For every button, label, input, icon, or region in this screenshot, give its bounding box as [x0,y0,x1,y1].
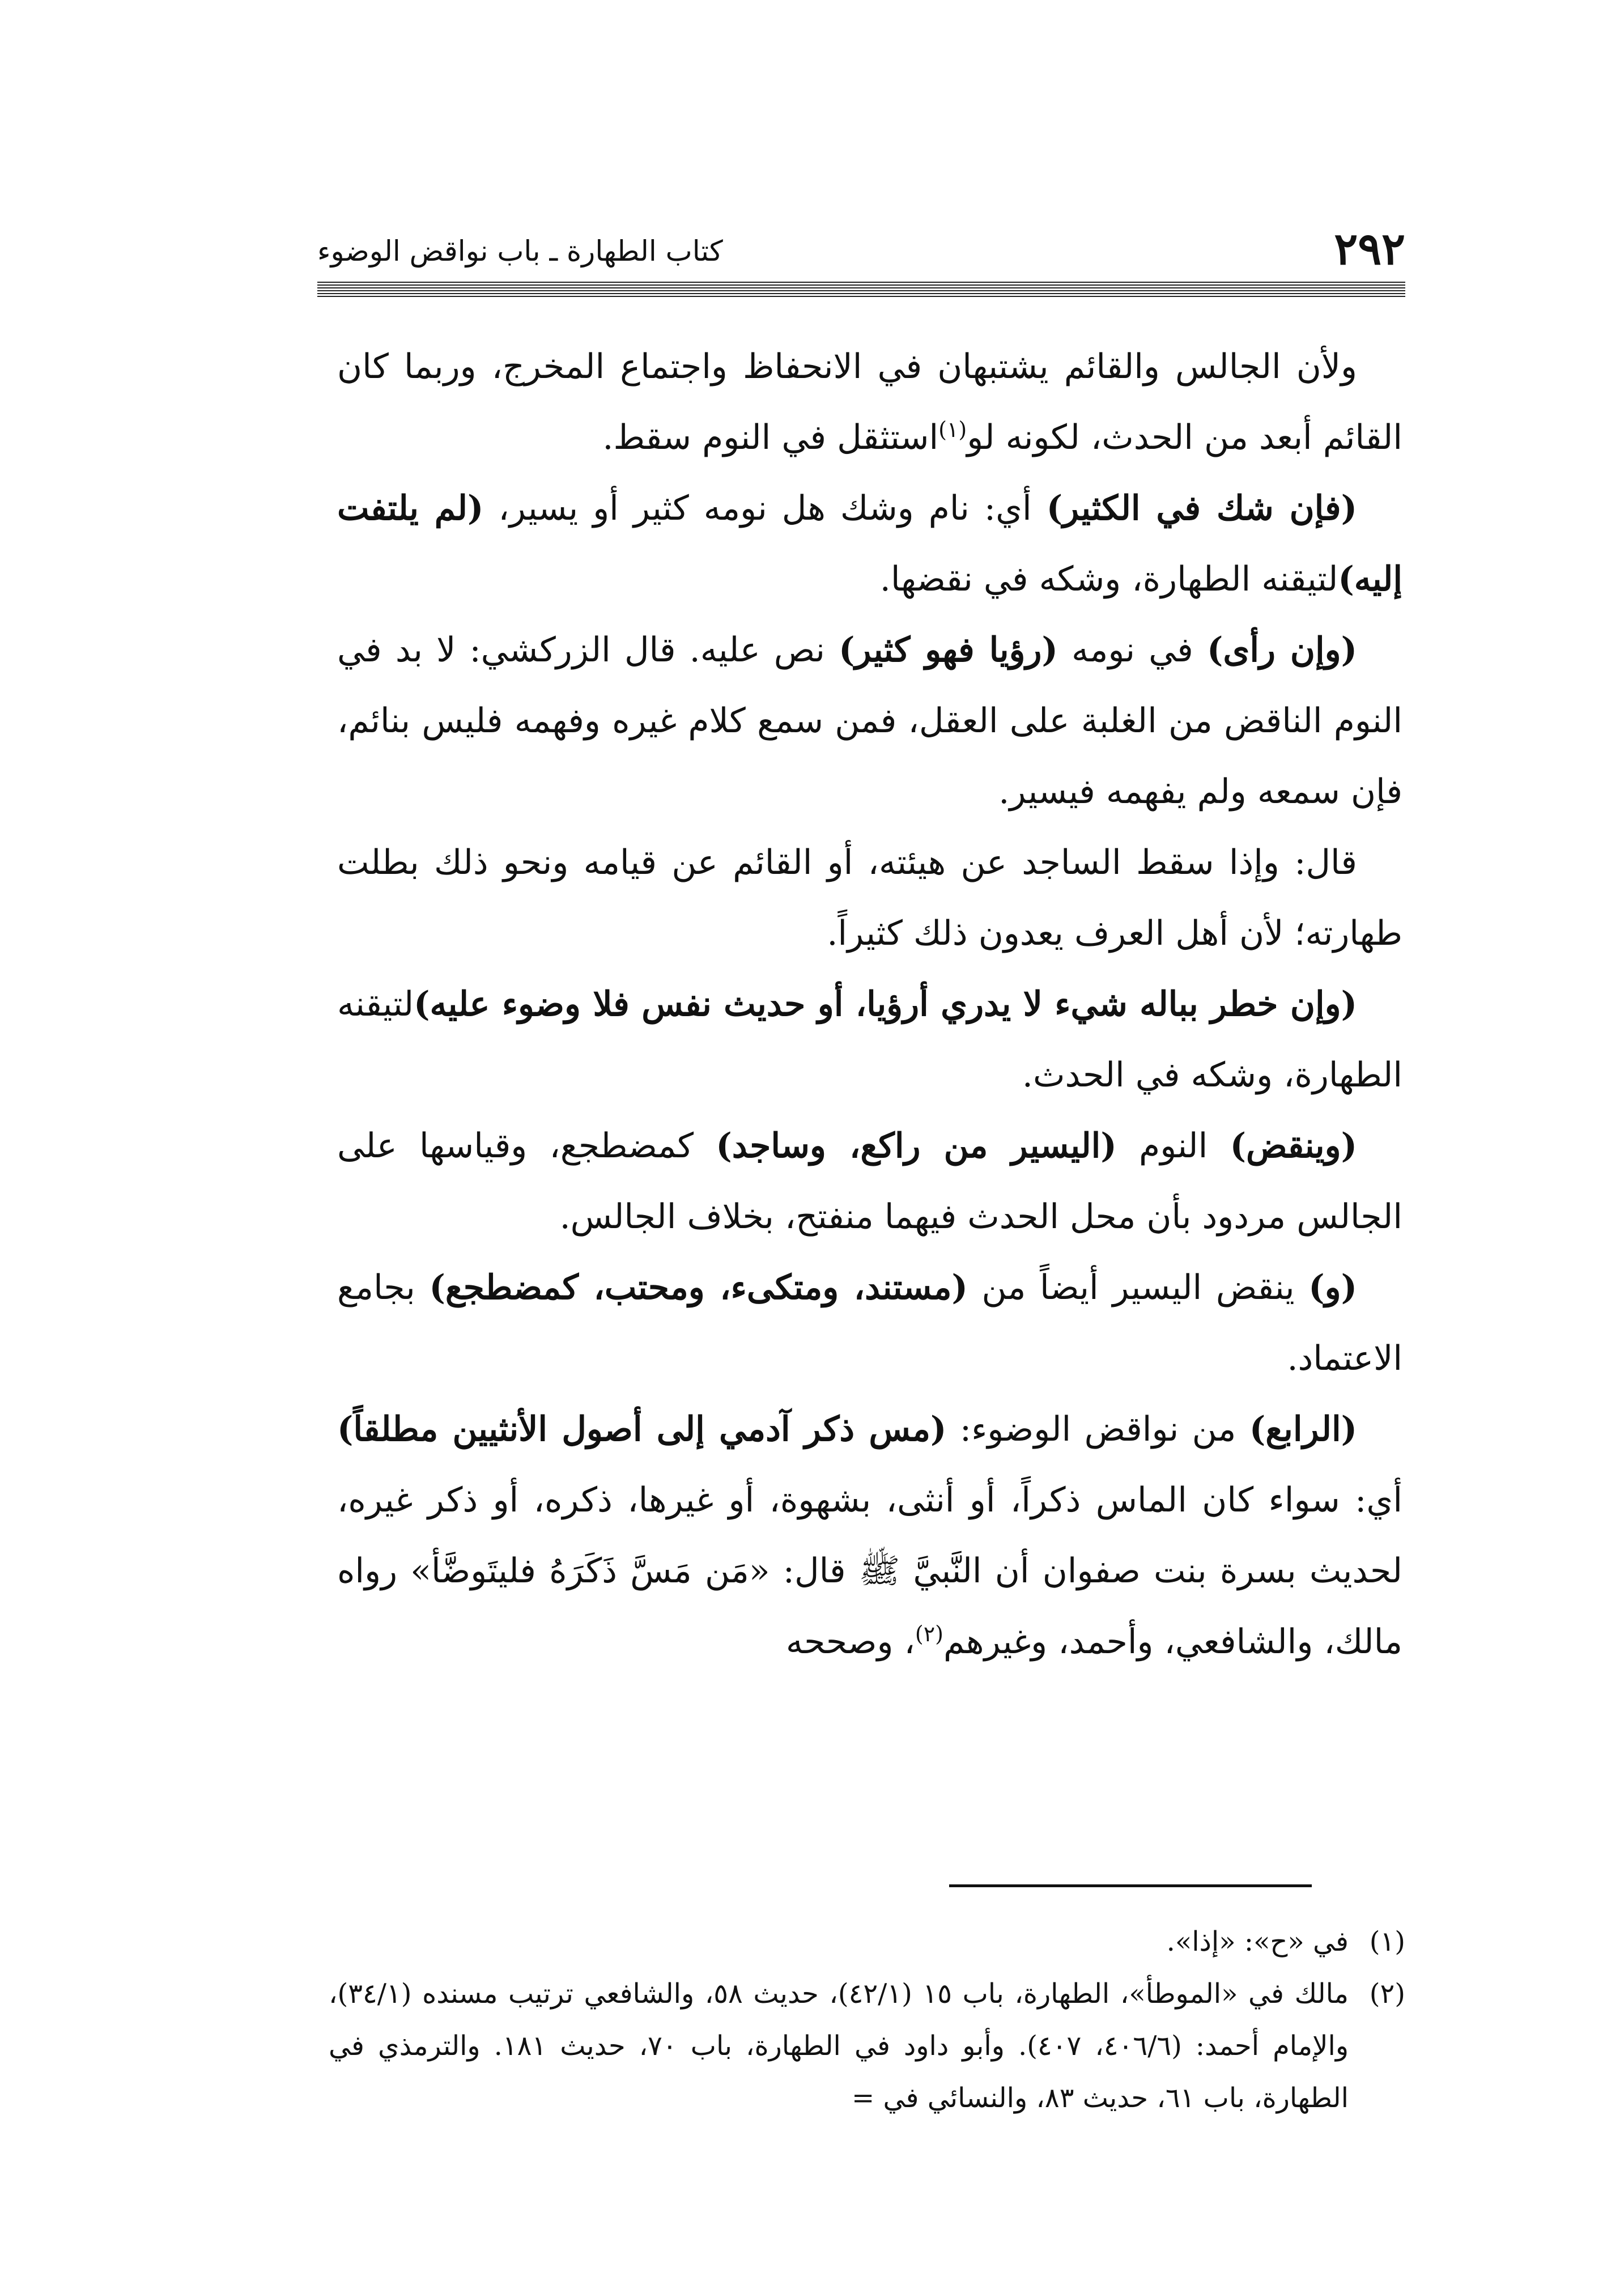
paragraph [337,473,1402,615]
paragraph [337,615,1402,827]
running-title: كتاب الطهارة ـ باب نواقض الوضوء [317,235,723,267]
text-segment: ولأن الجالس والقائم يشتبهان في الانحفاظ واجتماع المخرج، وربما كان القائم أبعد من الحدث، لكونه لو [337,347,1402,457]
paragraph [337,332,1402,473]
footnote-number: (١) [1369,1926,1405,1957]
bold-text-segment: (وإن رأى) [1206,630,1357,670]
footnote-marker: (٢) [915,1621,943,1646]
main-text [337,332,1402,1678]
paragraph [337,1394,1402,1678]
bold-text-segment: (مستند، ومتكىء، ومحتب، كمضطجع) [429,1268,968,1307]
bold-text-segment: (رؤيا فهو كثير) [839,630,1058,670]
bold-text-segment: (اليسير من راكع، وساجد) [716,1126,1117,1166]
text-segment: كمضطجع، وقياسها على الجالس مردود بأن محل الحدث فيهما منفتح، بخلاف الجالس. [337,1126,1402,1237]
bold-text-segment: (وينقض) [1230,1126,1357,1166]
bold-text-segment: (الرابع) [1249,1409,1357,1449]
bold-text-segment: (لم يلتفت إليه) [337,489,1402,599]
text-segment: النوم [1116,1126,1230,1166]
footnote-marker: (١) [938,417,967,442]
text-segment: أي: نام وشك هل نومه كثير أو يسير، [483,489,1047,528]
text-segment: بجامع الاعتماد. [337,1268,1402,1378]
footnote-number: (٢) [1369,1978,1405,2010]
footnote-separator [949,1884,1312,1887]
paragraph [337,1111,1402,1252]
paragraph [337,827,1402,969]
text-segment: أي: سواء كان الماس ذكراً، أو أنثى، بشهوة، أو غيرها، ذكره، أو ذكر غيره، لحديث بسرة بنت صفوان أن النَّبيَّ ﷺ قال: «مَن مَسَّ ذَكَرَهُ فليتَوضَّأ» رواه مالك، والشافعي، وأحمد، وغيرهم [337,1480,1402,1662]
text-segment: نص عليه. قال الزركشي: لا بد في النوم الناقض من الغلبة على العقل، فمن سمع كلام غيره وفهمه فليس بنائم، فإن سمعه ولم يفهمه فيسير. [337,630,1402,812]
text-segment: قال: وإذا سقط الساجد عن هيئته، أو القائم عن قيامه ونحو ذلك بطلت طهارته؛ لأن أهل العرف يعدون ذلك كثيراً. [337,843,1402,953]
text-segment: ينقض اليسير أيضاً من [967,1268,1309,1307]
footnote [329,1916,1405,1968]
bold-text-segment: (فإن شك في الكثير) [1046,489,1357,528]
text-segment: ، وصححه [785,1622,915,1662]
header-rule [317,282,1405,299]
bold-text-segment: (و) [1308,1268,1358,1307]
footnote [329,1968,1405,2124]
text-segment: في نومه [1057,630,1207,670]
text-segment: لتيقنه الطهارة، وشكه في الحدث. [337,984,1402,1095]
text-segment: لتيقنه الطهارة، وشكه في نقضها. [879,559,1338,599]
footnote-text: مالك في «الموطأ»، الطهارة، باب ١٥ (٤٢/١)، حديث ٥٨، والشافعي ترتيب مسنده (٣٤/١)، والإمام أحمد: (٤٠٦/٦، ٤٠٧). وأبو داود في الطهارة، باب ٧٠، حديث ١٨١. والترمذي في الطهارة، باب ٦١، حديث ٨٣، والنسائي في = [329,1978,1349,2114]
bold-text-segment: (مس ذكر آدمي إلى أصول الأنثيين مطلقاً) [337,1409,947,1449]
page-number: ٢٩٢ [1334,223,1405,275]
bold-text-segment: (وإن خطر بباله شيء لا يدري أرؤيا، أو حديث نفس فلا وضوء عليه) [414,984,1357,1024]
text-segment: استثقل في النوم سقط. [602,418,939,457]
page-header [317,224,1405,275]
paragraph [337,1252,1402,1394]
paragraph [337,969,1402,1111]
text-segment: من نواقض الوضوء: [946,1409,1249,1449]
footnotes [329,1916,1405,2124]
footnote-text: في «ح»: «إذا». [1166,1926,1349,1957]
